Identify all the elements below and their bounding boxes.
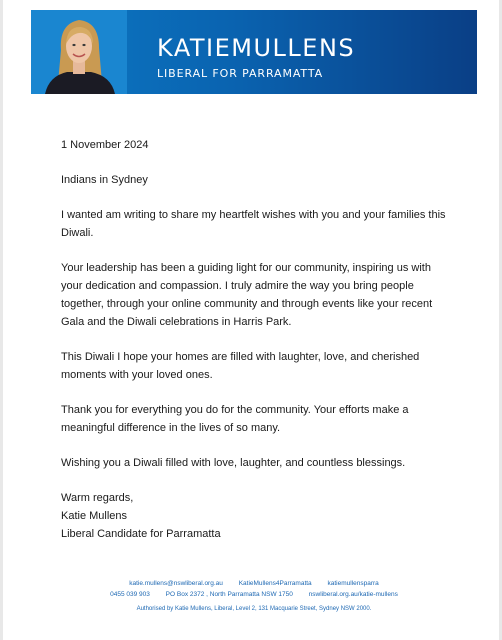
candidate-subtitle: LIBERAL FOR PARRAMATTA: [157, 67, 324, 80]
footer-facebook[interactable]: KatieMullens4Parramatta: [238, 580, 312, 587]
footer-email[interactable]: katie.mullens@nswliberal.org.au: [129, 580, 223, 587]
signer-title: Liberal Candidate for Parramatta: [61, 528, 221, 540]
footer: [31, 578, 477, 615]
closing-text: Warm regards,: [61, 492, 134, 504]
candidate-photo: [31, 10, 127, 94]
footer-contacts-row: [31, 578, 477, 589]
letter-recipient: Indians in Sydney: [61, 174, 148, 186]
letter-paragraph: Wishing you a Diwali filled with love, laughter, and countless blessings.: [61, 457, 406, 469]
footer-phone: 0455 039 903: [110, 591, 150, 598]
letter-body: [61, 136, 451, 543]
letter-paragraph: I wanted am writing to share my heartfelt wishes with you and your families this Diwali.: [61, 209, 446, 239]
footer-address-row: [31, 589, 477, 600]
footer-authorisation: Authorised by Katie Mullens, Liberal, Level 2, 131 Macquarie Street, Sydney NSW 2000.: [136, 606, 372, 612]
footer-instagram[interactable]: katiemullensparra: [327, 580, 379, 587]
candidate-name-logo: KATIEMULLENS: [157, 34, 356, 62]
signature-block: [61, 489, 451, 543]
letter-paragraph: Thank you for everything you do for the community. Your efforts make a meaningful difference in the lives of so many.: [61, 404, 409, 434]
footer-po-box: PO Box 2372 , North Parramatta NSW 1750: [165, 591, 293, 598]
letter-paragraph: This Diwali I hope your homes are filled with laughter, love, and cherished moments with your loved ones.: [61, 351, 420, 381]
letter-page: [3, 0, 499, 640]
letter-paragraph: Your leadership has been a guiding light for our community, inspiring us with your dedication and compassion. I truly admire the way you bring people together, through your online community and through events like your recent Gala and the Diwali celebrations in Harris Park.: [61, 262, 433, 328]
footer-website[interactable]: nswliberal.org.au/katie-mullens: [308, 591, 398, 598]
letter-date: 1 November 2024: [61, 139, 149, 151]
signer-name: Katie Mullens: [61, 510, 128, 522]
header-banner: [31, 10, 477, 94]
